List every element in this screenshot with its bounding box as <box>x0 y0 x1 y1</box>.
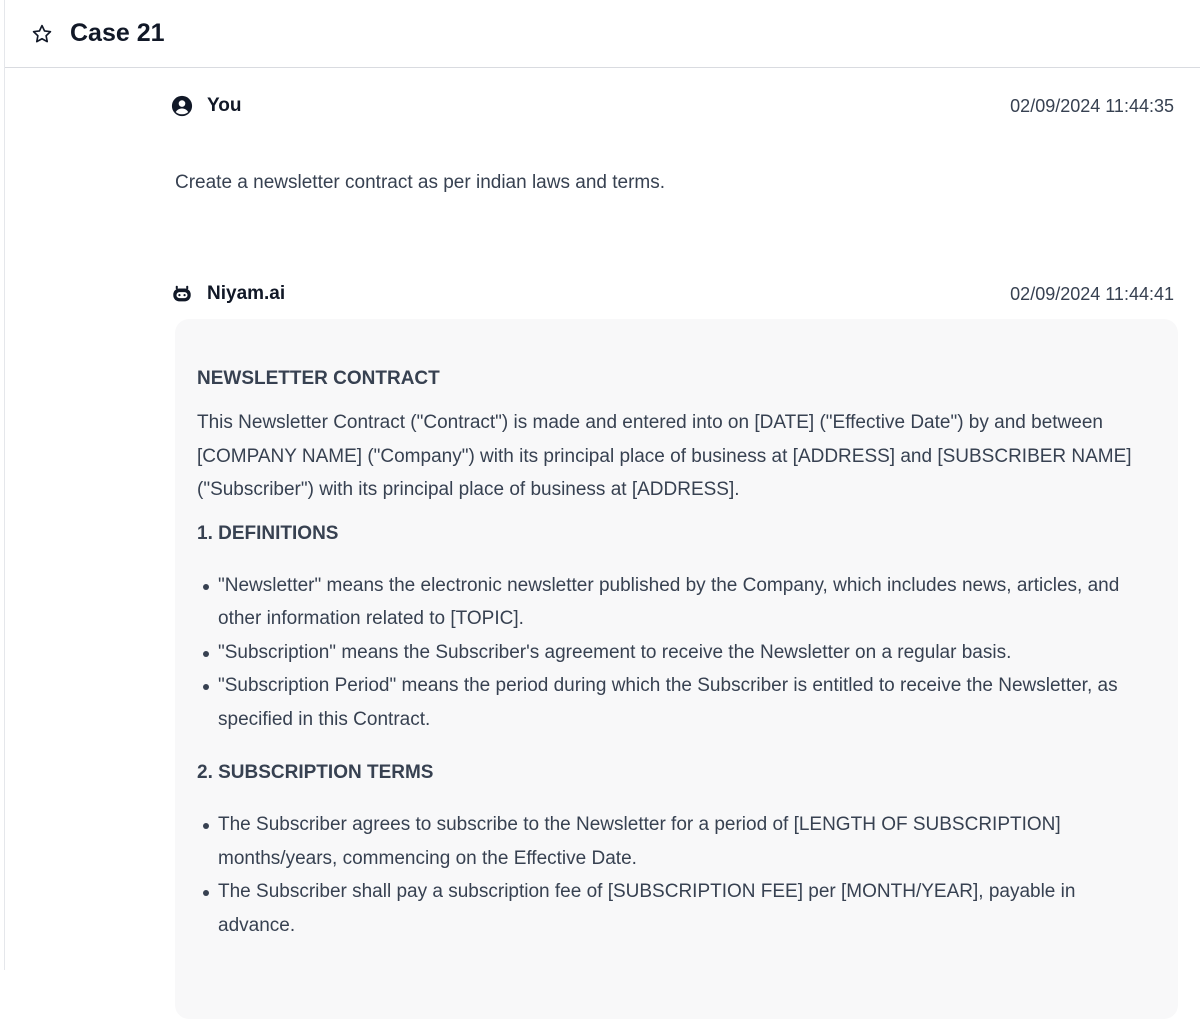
list-item: The Subscriber agrees to subscribe to the Newsletter for a period of [LENGTH OF SUBSCRIPTION] months/years, commencing on the Effective Date. <box>218 808 1156 875</box>
list-item: The Subscriber shall pay a subscription fee of [SUBSCRIPTION FEE] per [MONTH/YEAR], payable in advance. <box>218 875 1156 942</box>
list-item: "Subscription" means the Subscriber's agreement to receive the Newsletter on a regular basis. <box>218 636 1156 670</box>
assistant-message-timestamp: 02/09/2024 11:44:41 <box>1010 283 1174 304</box>
section-heading-definitions: 1. DEFINITIONS <box>197 522 339 544</box>
robot-icon <box>171 283 193 305</box>
contract-title: NEWSLETTER CONTRACT <box>197 368 440 389</box>
user-author-name: You <box>207 95 242 116</box>
subscription-terms-list <box>197 808 1156 942</box>
contract-intro: This Newsletter Contract ("Contract") is made and entered into on [DATE] ("Effective Date") by and between [COMPANY NAME] ("Company") with its principal place of business at [ADDRESS] and [SUBSCRIBER NAME] ("Subscriber") with its principal place of business at [ADDRESS]. <box>197 412 1132 500</box>
case-header <box>5 0 1200 68</box>
case-title: Case 21 <box>70 19 165 47</box>
user-circle-icon <box>171 95 193 117</box>
assistant-author-name: Niyam.ai <box>207 283 286 304</box>
definitions-list <box>197 569 1156 737</box>
list-item: "Subscription Period" means the period during which the Subscriber is entitled to receive the Newsletter, as specified in this Contract. <box>218 669 1156 736</box>
section-heading-subscription-terms: 2. SUBSCRIPTION TERMS <box>197 762 434 783</box>
user-message-header <box>171 91 1174 121</box>
star-icon[interactable] <box>31 23 53 45</box>
user-message-timestamp: 02/09/2024 11:44:35 <box>1010 95 1174 116</box>
chat-window <box>4 0 1200 970</box>
user-message-text: Create a newsletter contract as per indian laws and terms. <box>175 172 666 193</box>
list-item: "Newsletter" means the electronic newsletter published by the Company, which includes news, articles, and other information related to [TOPIC]. <box>218 569 1156 636</box>
assistant-message-header <box>171 279 1174 309</box>
assistant-response-bubble <box>175 319 1178 1019</box>
